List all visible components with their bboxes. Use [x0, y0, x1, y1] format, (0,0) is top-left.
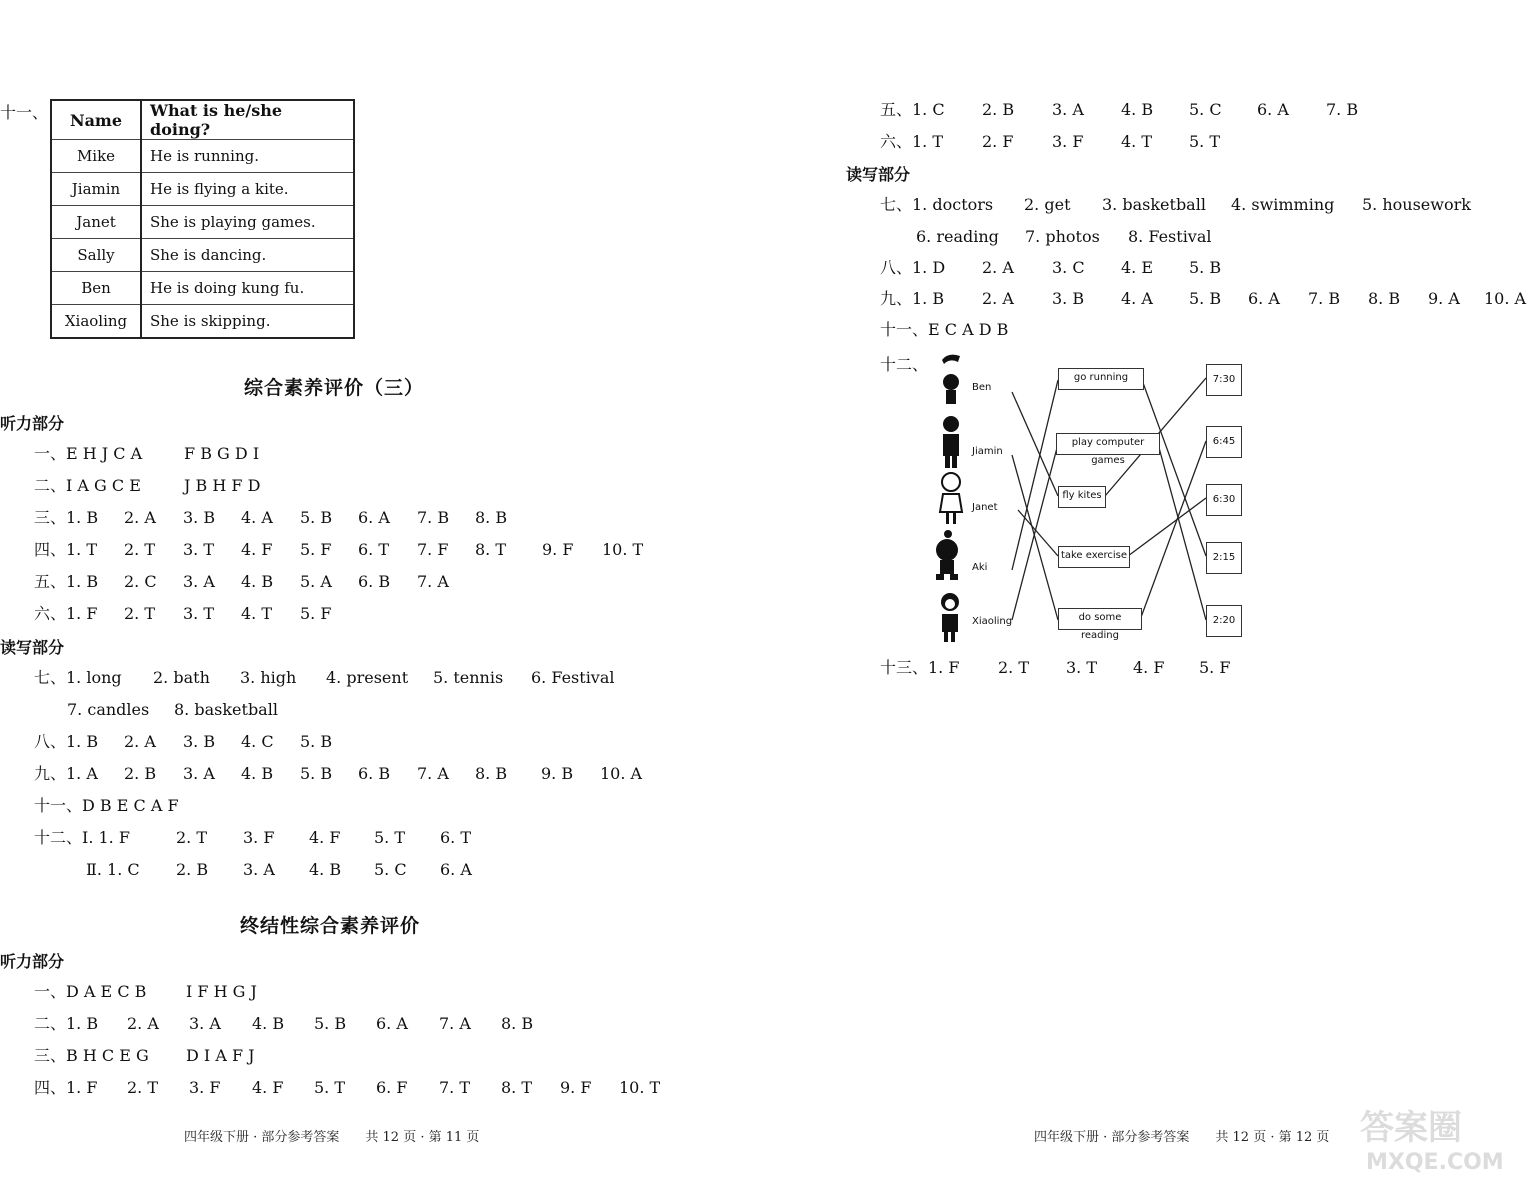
answer-item: 3. B	[1052, 289, 1085, 308]
answer-item: 6. A	[440, 860, 472, 879]
answer-item: 6. A	[1257, 100, 1289, 119]
answer-item: 7. T	[439, 1078, 471, 1097]
answer-item: 4. B	[241, 572, 274, 591]
answer-item: 7. A	[417, 764, 449, 783]
answer-item: 7. A	[417, 572, 449, 591]
answer-item: 一、D A E C B	[34, 982, 147, 1001]
answer-item: 3. C	[1052, 258, 1085, 277]
reading-section-label: 读写部分	[846, 165, 911, 184]
answer-item: 2. get	[1024, 195, 1071, 214]
table-cell-name: Jiamin	[51, 173, 141, 206]
activity-box: do some reading	[1058, 608, 1142, 630]
table-cell-activity: He is flying a kite.	[141, 173, 354, 206]
page-footer-right: 四年级下册 · 部分参考答案 共 12 页 · 第 12 页	[1034, 1130, 1330, 1145]
table-header-row	[51, 100, 354, 140]
watermark-logo: 答案圈	[1360, 1108, 1462, 1148]
table-header-name: Name	[51, 100, 141, 140]
answer-item: 7. B	[1308, 289, 1341, 308]
xiaoling-figure	[936, 590, 962, 646]
section-heading-three: 综合素养评价（三）	[244, 377, 425, 399]
answer-item: 六、1. T	[880, 132, 944, 151]
answer-item: 2. A	[982, 258, 1014, 277]
answer-item: 6. A	[358, 508, 390, 527]
activity-box: go running	[1058, 368, 1144, 390]
answer-item: 八、1. D	[880, 258, 946, 277]
answer-item: 4. A	[241, 508, 273, 527]
answer-item: F B G D I	[184, 444, 260, 463]
answer-item: 5. B	[300, 508, 333, 527]
answer-item: 5. F	[1199, 658, 1231, 677]
answer-item: 8. B	[1368, 289, 1401, 308]
answer-item: 5. T	[1189, 132, 1221, 151]
ben-figure	[938, 352, 964, 408]
table-row	[51, 272, 354, 305]
activity-box: play computer games	[1056, 433, 1160, 455]
answer-item: 3. T	[183, 540, 215, 559]
answer-item: 5. B	[1189, 258, 1222, 277]
answer-item: 二、I A G C E	[34, 476, 141, 495]
answer-item: 4. present	[326, 668, 409, 687]
answer-item: 3. A	[243, 860, 275, 879]
answer-item: 五、1. C	[880, 100, 945, 119]
table-cell-activity: She is dancing.	[141, 239, 354, 272]
answer-item: 一、E H J C A	[34, 444, 143, 463]
answer-item: 7. B	[417, 508, 450, 527]
listening-section-label: 听力部分	[0, 952, 65, 971]
answer-item: 4. C	[241, 732, 274, 751]
person-name: Aki	[972, 562, 988, 573]
answer-table	[50, 99, 355, 339]
answer-item: 十一、E C A D B	[880, 320, 1009, 339]
answer-item: 十一、D B E C A F	[34, 796, 179, 815]
answer-item: 4. swimming	[1231, 195, 1335, 214]
table-label: 十一、	[0, 103, 49, 122]
answer-item: 2. T	[124, 604, 156, 623]
answer-item: 二、1. B	[34, 1014, 99, 1033]
answer-item: 6. F	[376, 1078, 408, 1097]
jiamin-figure	[938, 414, 964, 470]
answer-item: 6. B	[358, 764, 391, 783]
answer-item: 4. F	[1133, 658, 1165, 677]
answer-item: 3. high	[240, 668, 297, 687]
answer-item: 2. A	[124, 732, 156, 751]
answer-item: 3. F	[243, 828, 275, 847]
answer-item: 2. F	[982, 132, 1014, 151]
answer-item: 十三、1. F	[880, 658, 960, 677]
answer-item: D I A F J	[186, 1046, 255, 1065]
reading-section-label: 读写部分	[0, 638, 65, 657]
time-box: 6:30	[1206, 484, 1242, 516]
table-row	[51, 239, 354, 272]
matching-label: 十二、	[880, 355, 929, 374]
answer-item: 8. T	[475, 540, 507, 559]
answer-item: 6. A	[1248, 289, 1280, 308]
person-name: Xiaoling	[972, 616, 1013, 627]
answer-item: 4. B	[309, 860, 342, 879]
listening-section-label: 听力部分	[0, 414, 65, 433]
answer-item: 10. A	[600, 764, 643, 783]
person-name: Jiamin	[972, 446, 1003, 457]
activity-box: fly kites	[1058, 486, 1106, 508]
answer-item: 4. T	[241, 604, 273, 623]
table-cell-name: Xiaoling	[51, 305, 141, 339]
table-cell-activity: He is running.	[141, 140, 354, 173]
answer-item: 三、1. B	[34, 508, 99, 527]
answer-item: 2. A	[982, 289, 1014, 308]
answer-item: 七、1. doctors	[880, 195, 994, 214]
section-heading-final: 终结性综合素养评价	[240, 915, 421, 937]
table-row	[51, 305, 354, 339]
answer-item: 3. B	[183, 732, 216, 751]
answer-item: 10. A	[1484, 289, 1527, 308]
answer-item: 3. basketball	[1102, 195, 1206, 214]
answer-item: 8. B	[475, 764, 508, 783]
answer-item: 4. B	[1121, 100, 1154, 119]
answer-item: 2. B	[982, 100, 1015, 119]
answer-item: 3. F	[189, 1078, 221, 1097]
table-cell-name: Ben	[51, 272, 141, 305]
answer-item: 8. basketball	[174, 700, 278, 719]
watermark-url: MXQE.COM	[1366, 1150, 1504, 1175]
answer-item: 6. reading	[916, 227, 999, 246]
answer-item: 5. C	[1189, 100, 1222, 119]
answer-item: 七、1. long	[34, 668, 122, 687]
answer-item: 6. T	[358, 540, 390, 559]
answer-item: 3. T	[183, 604, 215, 623]
answer-item: 7. photos	[1025, 227, 1100, 246]
answer-item: Ⅱ. 1. C	[86, 860, 140, 879]
answer-item: 3. F	[1052, 132, 1084, 151]
answer-item: 5. B	[300, 732, 333, 751]
answer-item: 3. A	[183, 572, 215, 591]
answer-item: 6. A	[376, 1014, 408, 1033]
answer-item: 4. F	[309, 828, 341, 847]
answer-item: 4. E	[1121, 258, 1154, 277]
answer-item: 5. A	[300, 572, 332, 591]
answer-item: 8. B	[501, 1014, 534, 1033]
answer-item: 3. A	[189, 1014, 221, 1033]
answer-item: 9. F	[560, 1078, 592, 1097]
time-box: 2:15	[1206, 542, 1242, 574]
answer-item: 8. B	[475, 508, 508, 527]
answer-item: 五、1. B	[34, 572, 99, 591]
table-cell-name: Janet	[51, 206, 141, 239]
answer-item: 8. T	[501, 1078, 533, 1097]
answer-item: 5. C	[374, 860, 407, 879]
answer-item: 5. F	[300, 604, 332, 623]
answer-item: J B H F D	[184, 476, 261, 495]
answer-item: 4. B	[252, 1014, 285, 1033]
aki-figure	[934, 528, 960, 584]
time-box: 2:20	[1206, 605, 1242, 637]
answer-item: 2. A	[124, 508, 156, 527]
table-header-activity: What is he/she doing?	[141, 100, 354, 140]
answer-item: 4. T	[1121, 132, 1153, 151]
page-footer-left: 四年级下册 · 部分参考答案 共 12 页 · 第 11 页	[184, 1130, 480, 1145]
answer-item: 9. F	[542, 540, 574, 559]
table-row	[51, 140, 354, 173]
answer-item: 5. F	[300, 540, 332, 559]
answer-item: 5. tennis	[433, 668, 504, 687]
table-cell-activity: He is doing kung fu.	[141, 272, 354, 305]
answer-item: 2. C	[124, 572, 157, 591]
answer-item: 3. A	[1052, 100, 1084, 119]
answer-item: 2. B	[176, 860, 209, 879]
answer-item: 7. F	[417, 540, 449, 559]
person-name: Ben	[972, 382, 992, 393]
answer-item: 6. Festival	[531, 668, 615, 687]
answer-item: 9. A	[1428, 289, 1460, 308]
answer-item: 六、1. F	[34, 604, 98, 623]
answer-item: 3. B	[183, 508, 216, 527]
table-cell-activity: She is playing games.	[141, 206, 354, 239]
answer-item: 5. T	[314, 1078, 346, 1097]
answer-item: 10. T	[619, 1078, 661, 1097]
janet-figure	[938, 470, 964, 526]
answer-item: 4. A	[1121, 289, 1153, 308]
answer-item: 十二、Ⅰ. 1. F	[34, 828, 130, 847]
table-row	[51, 206, 354, 239]
answer-item: 6. B	[358, 572, 391, 591]
answer-item: 四、1. T	[34, 540, 98, 559]
answer-item: 7. B	[1326, 100, 1359, 119]
answer-item: 7. candles	[67, 700, 150, 719]
answer-item: I F H G J	[186, 982, 257, 1001]
answer-item: 3. T	[1066, 658, 1098, 677]
answer-item: 四、1. F	[34, 1078, 98, 1097]
answer-item: 4. F	[252, 1078, 284, 1097]
answer-item: 2. T	[124, 540, 156, 559]
answer-item: 2. T	[127, 1078, 159, 1097]
answer-item: 三、B H C E G	[34, 1046, 149, 1065]
answer-item: 2. A	[127, 1014, 159, 1033]
answer-item: 八、1. B	[34, 732, 99, 751]
answer-item: 9. B	[541, 764, 574, 783]
answer-item: 2. bath	[153, 668, 210, 687]
person-name: Janet	[972, 502, 998, 513]
answer-item: 4. B	[241, 764, 274, 783]
table-row	[51, 173, 354, 206]
table-cell-name: Mike	[51, 140, 141, 173]
time-box: 6:45	[1206, 426, 1242, 458]
table-cell-name: Sally	[51, 239, 141, 272]
answer-item: 7. A	[439, 1014, 471, 1033]
table-cell-activity: She is skipping.	[141, 305, 354, 339]
answer-item: 2. T	[176, 828, 208, 847]
answer-item: 九、1. A	[34, 764, 98, 783]
answer-item: 5. T	[374, 828, 406, 847]
answer-item: 5. B	[1189, 289, 1222, 308]
answer-item: 3. A	[183, 764, 215, 783]
answer-item: 6. T	[440, 828, 472, 847]
answer-item: 8. Festival	[1128, 227, 1212, 246]
activity-box: take exercise	[1058, 546, 1130, 568]
time-box: 7:30	[1206, 364, 1242, 396]
answer-item: 2. T	[998, 658, 1030, 677]
answer-item: 九、1. B	[880, 289, 945, 308]
answer-item: 5. housework	[1362, 195, 1471, 214]
answer-item: 5. B	[314, 1014, 347, 1033]
answer-item: 5. B	[300, 764, 333, 783]
answer-item: 2. B	[124, 764, 157, 783]
answer-item: 4. F	[241, 540, 273, 559]
answer-item: 10. T	[602, 540, 644, 559]
